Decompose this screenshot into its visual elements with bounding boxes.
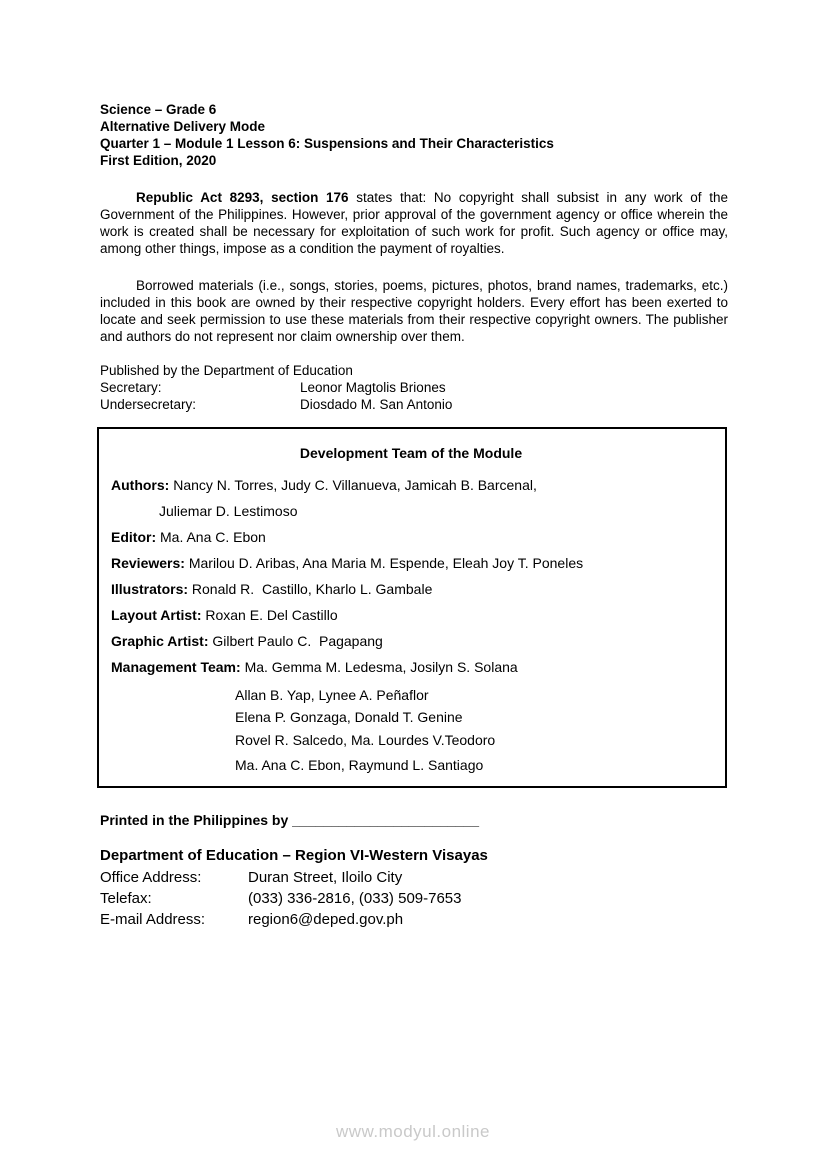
email-address-label: E-mail Address: xyxy=(100,911,206,928)
telefax-label: Telefax: xyxy=(100,890,152,907)
authors-names-continued: Juliemar D. Lestimoso xyxy=(159,503,298,519)
illustrators-label: Illustrators: xyxy=(111,581,189,597)
email-address-row xyxy=(100,909,728,930)
management-team-line: Allan B. Yap, Lynee A. Peñaflor xyxy=(235,687,429,703)
reviewers-names: Marilou D. Aribas, Ana Maria M. Espende, Eleah Joy T. Poneles xyxy=(188,555,584,571)
graphic-artist-row xyxy=(111,628,711,654)
editor-name: Ma. Ana C. Ebon xyxy=(160,529,266,545)
layout-artist-name: Roxan E. Del Castillo xyxy=(205,607,338,623)
copyright-paragraph-borrowed: Borrowed materials (i.e., songs, stories, poems, pictures, photos, brand names, trademarks, etc.) included in this book are owned by their respective copyright holders. Every effort has been exerted to locate and seek permission to use these materials from their respective copyright owners. The publisher and authors do not represent nor claim ownership over them. xyxy=(100,278,728,344)
authors-names: Nancy N. Torres, Judy C. Villanueva, Jamicah B. Barcenal, xyxy=(173,477,537,493)
management-team-line: Elena P. Gonzaga, Donald T. Genine xyxy=(235,709,463,725)
undersecretary-name: Diosdado M. San Antonio xyxy=(300,397,453,412)
reviewers-label: Reviewers: xyxy=(111,555,185,571)
management-team-label: Management Team: xyxy=(111,659,241,675)
management-team-continuation xyxy=(111,684,711,778)
office-address-row xyxy=(100,867,728,888)
publisher-intro: Published by the Department of Education xyxy=(100,363,353,378)
management-team-names: Ma. Gemma M. Ledesma, Josilyn S. Solana xyxy=(244,659,518,675)
office-address-value: Duran Street, Iloilo City xyxy=(248,869,403,886)
authors-continuation-row xyxy=(111,498,711,524)
illustrators-row xyxy=(111,576,711,602)
header-mode-line: Alternative Delivery Mode xyxy=(100,119,266,134)
layout-artist-label: Layout Artist: xyxy=(111,607,202,623)
region-contact-block xyxy=(100,845,728,930)
ra-citation: Republic Act 8293, section 176 xyxy=(136,190,349,205)
graphic-artist-name: Gilbert Paulo C. Pagapang xyxy=(212,633,383,649)
secretary-row xyxy=(100,379,728,396)
undersecretary-label: Undersecretary: xyxy=(100,397,197,412)
undersecretary-row xyxy=(100,396,728,413)
secretary-label: Secretary: xyxy=(100,380,162,395)
email-address-value: region6@deped.gov.ph xyxy=(248,911,404,928)
office-address-label: Office Address: xyxy=(100,869,202,886)
authors-row xyxy=(111,472,711,498)
development-team-title: Development Team of the Module xyxy=(299,445,523,461)
management-team-line: Ma. Ana C. Ebon, Raymund L. Santiago xyxy=(235,757,484,773)
header-subject-line: Science – Grade 6 xyxy=(100,102,217,117)
module-header xyxy=(100,101,728,169)
publisher-block xyxy=(100,362,728,413)
header-edition-line: First Edition, 2020 xyxy=(100,153,217,168)
authors-label: Authors: xyxy=(111,477,170,493)
editor-row xyxy=(111,524,711,550)
reviewers-row xyxy=(111,550,711,576)
page-content xyxy=(100,101,728,930)
printed-in-blank: ________________________ xyxy=(292,812,480,828)
site-watermark: www.modyul.online xyxy=(335,1122,490,1141)
management-team-line: Rovel R. Salcedo, Ma. Lourdes V.Teodoro xyxy=(235,732,496,748)
secretary-name: Leonor Magtolis Briones xyxy=(300,380,446,395)
illustrators-names: Ronald R. Castillo, Kharlo L. Gambale xyxy=(191,581,433,597)
telefax-value: (033) 336-2816, (033) 509-7653 xyxy=(248,890,462,907)
development-team-box xyxy=(97,427,727,788)
graphic-artist-label: Graphic Artist: xyxy=(111,633,209,649)
copyright-paragraph-ra xyxy=(100,189,728,257)
printed-in-line xyxy=(100,812,728,829)
management-team-row xyxy=(111,654,711,680)
header-module-title-line: Quarter 1 – Module 1 Lesson 6: Suspensions and Their Characteristics xyxy=(100,136,554,151)
telefax-row xyxy=(100,888,728,909)
printed-in-label: Printed in the Philippines by xyxy=(100,812,293,828)
layout-artist-row xyxy=(111,602,711,628)
editor-label: Editor: xyxy=(111,529,157,545)
region-title: Department of Education – Region VI-Western Visayas xyxy=(100,847,488,864)
ra-text: states that: No copyright shall subsist in any work of the Government of the Philippines. However, prior approval of the government agency or office wherein the work is created shall be necessary for exploitation of such work for profit. Such agency or office may, among other things, impose as a condition the payment of royalties. xyxy=(100,190,728,256)
